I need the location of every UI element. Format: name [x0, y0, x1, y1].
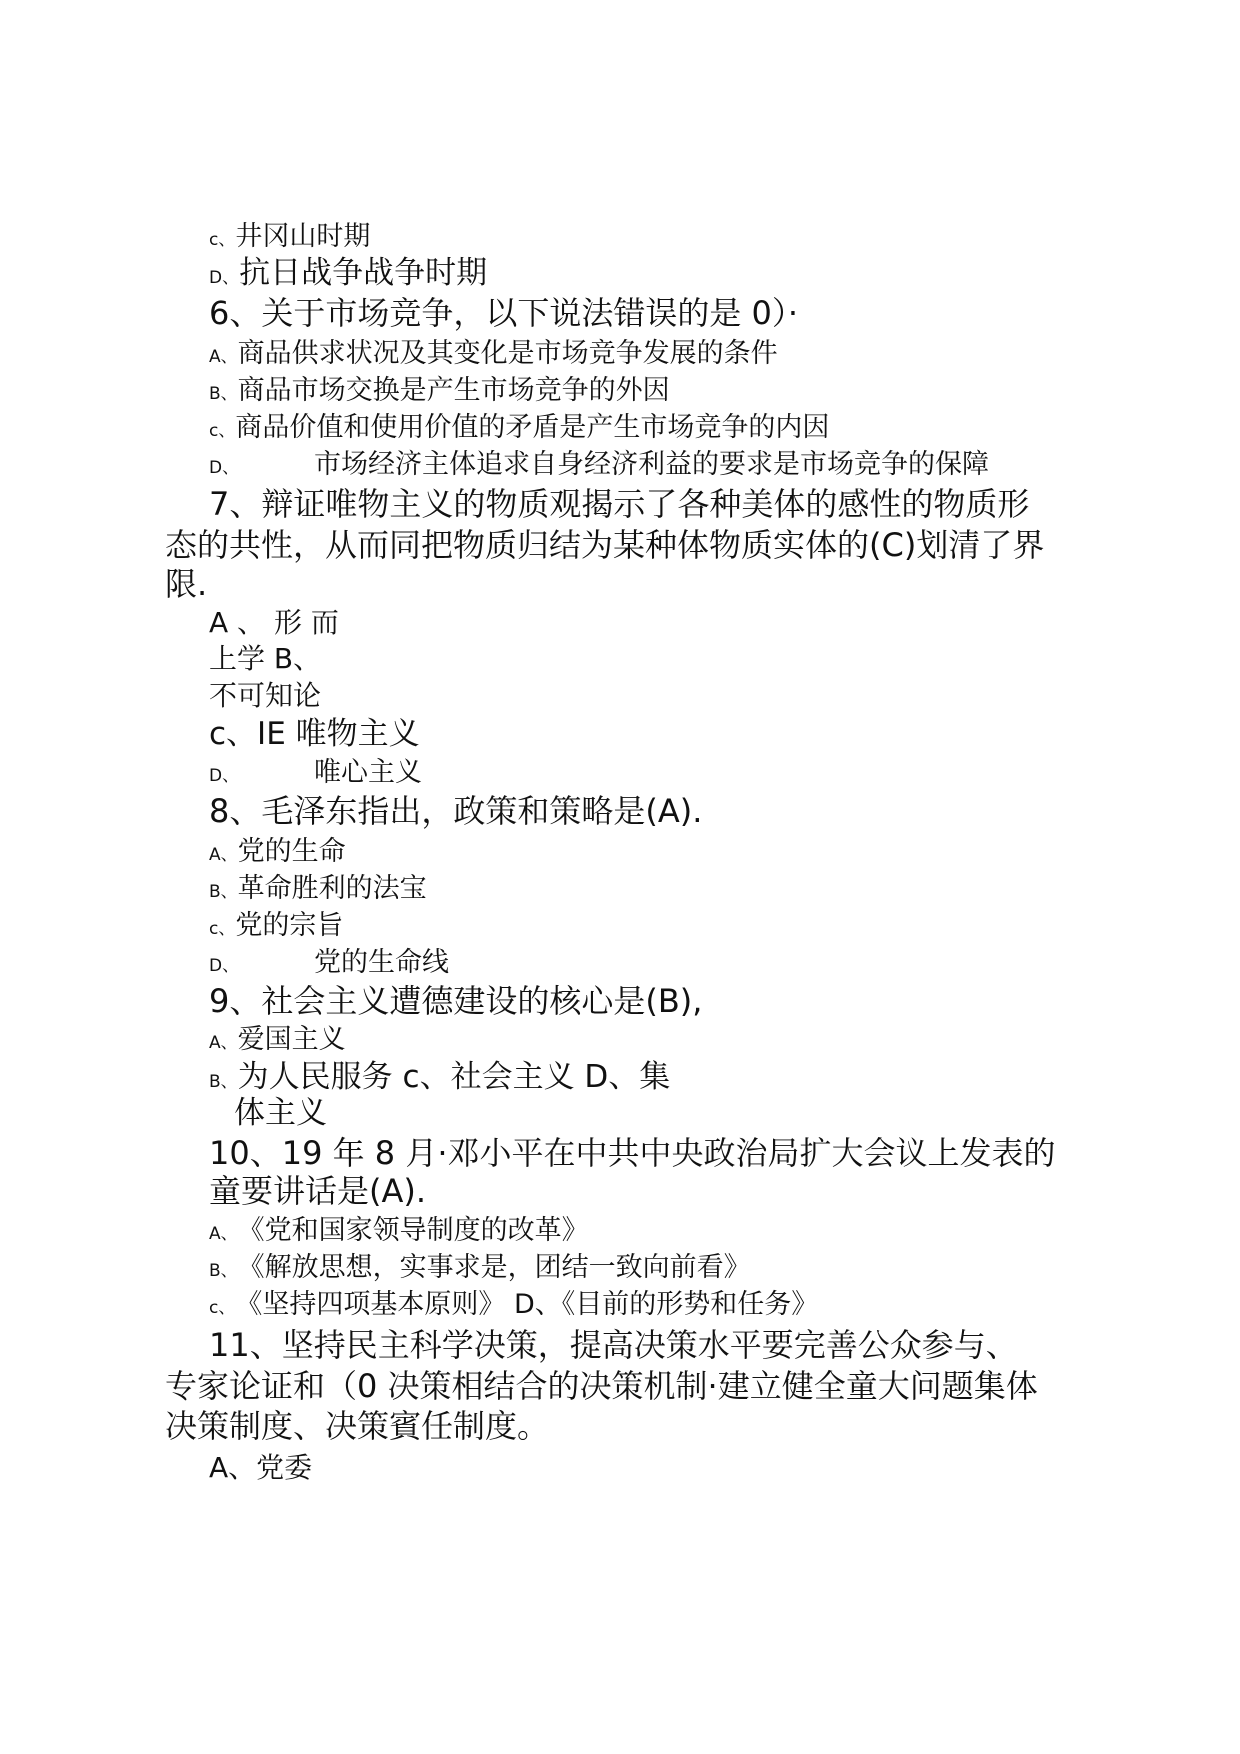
option-b: [209, 375, 670, 406]
option-d: [209, 757, 422, 788]
option-letter: c、: [209, 230, 236, 250]
option-d-continued: 体主义: [234, 1095, 327, 1131]
option-letter: D、: [209, 458, 240, 478]
option-c: [209, 221, 370, 252]
option-c: [209, 717, 420, 753]
option-text: 为人民服务 c、社会主义 D、集: [237, 1059, 671, 1095]
option-b-text: 不可知论: [209, 679, 322, 712]
option-letter: A、: [209, 1033, 238, 1053]
option-c-d: [209, 1289, 818, 1320]
question-10-line-1: 10、19 年 8 月·邓小平在中共中央政治局扩大会议上发表的: [209, 1134, 1056, 1172]
option-letter: A、: [209, 845, 238, 865]
option-letter: c、: [209, 421, 236, 441]
option-b: [209, 873, 427, 904]
option-letter: B、: [209, 1072, 238, 1092]
option-text: IE 唯物主义: [257, 716, 420, 752]
option-c: [209, 412, 829, 443]
option-letter: c、: [209, 1298, 236, 1318]
question-11-line-2: 专家论证和（0 决策相结合的决策机制·建立健全童大问题集体: [165, 1367, 1038, 1405]
option-a: [209, 836, 346, 867]
option-letter: A、: [209, 1224, 238, 1244]
option-text: 商品市场交换是产生市场竞争的外因: [237, 375, 670, 406]
option-text: 抗日战争战争时期: [239, 255, 488, 291]
option-letter: B、: [209, 384, 238, 404]
option-d: [209, 947, 449, 978]
option-letter: c、: [209, 919, 236, 939]
option-letter: D、: [209, 766, 240, 786]
option-letter: D、: [209, 956, 240, 976]
option-b: [209, 1252, 751, 1283]
question-8: 8、毛泽东指出，政策和策略是(A).: [209, 792, 703, 830]
option-text: 《坚持四项基本原则》 D、《目前的形势和任务》: [235, 1289, 819, 1320]
option-b-c-d: [209, 1060, 670, 1096]
option-letter: c、: [209, 716, 258, 752]
option-text: 商品供求状况及其变化是市场竞争发展的条件: [237, 338, 778, 369]
option-letter: D、: [209, 268, 240, 288]
option-text: 《解放思想，实事求是，团结一致向前看》: [237, 1252, 751, 1283]
question-6: 6、关于市场竞争，以下说法错误的是 0）·: [209, 294, 799, 332]
option-letter: B、: [209, 882, 238, 902]
option-a: [209, 1024, 346, 1055]
question-11-line-1: 11、坚持民主科学决策，提高决策水平要完善公众参与、: [209, 1326, 1018, 1364]
option-text: 唯心主义: [314, 757, 422, 788]
question-7-line-1: 7、辩证唯物主义的物质观揭示了各种美体的感性的物质形: [209, 485, 1030, 523]
option-c: [209, 910, 343, 941]
option-text: 市场经济主体追求自身经济利益的要求是市场竞争的保障: [314, 449, 989, 480]
question-9: 9、社会主义遭德建设的核心是(B),: [209, 982, 703, 1020]
option-letter: B、: [209, 1261, 238, 1281]
option-d: [209, 256, 487, 292]
option-d: [209, 449, 989, 480]
option-text: 《党和国家领导制度的改革》: [237, 1215, 589, 1246]
option-a: [209, 1215, 589, 1246]
option-text: 爱国主义: [237, 1024, 346, 1055]
question-7-line-3: 限.: [165, 565, 208, 603]
option-text: 党的生命线: [314, 947, 449, 978]
question-11-line-3: 决策制度、决策賓任制度。: [165, 1407, 550, 1445]
question-10-line-2: 童要讲话是(A).: [209, 1172, 427, 1210]
option-text: 井冈山时期: [235, 221, 371, 252]
option-text: 党的生命: [237, 836, 346, 867]
option-text: 商品价值和使用价值的矛盾是产生市场竞争的内因: [235, 412, 830, 443]
option-a: A 、 形 而: [209, 606, 339, 639]
option-a: [209, 338, 778, 369]
option-a: A、党委: [209, 1451, 313, 1484]
option-text: 党的宗旨: [235, 910, 344, 941]
option-b: 上学 B、: [209, 642, 322, 675]
option-text: 革命胜利的法宝: [237, 873, 427, 904]
option-letter: A、: [209, 347, 238, 367]
question-7-line-2: 态的共性，从而同把物质归结为某种体物质实体的(C)划清了界: [165, 526, 1045, 564]
